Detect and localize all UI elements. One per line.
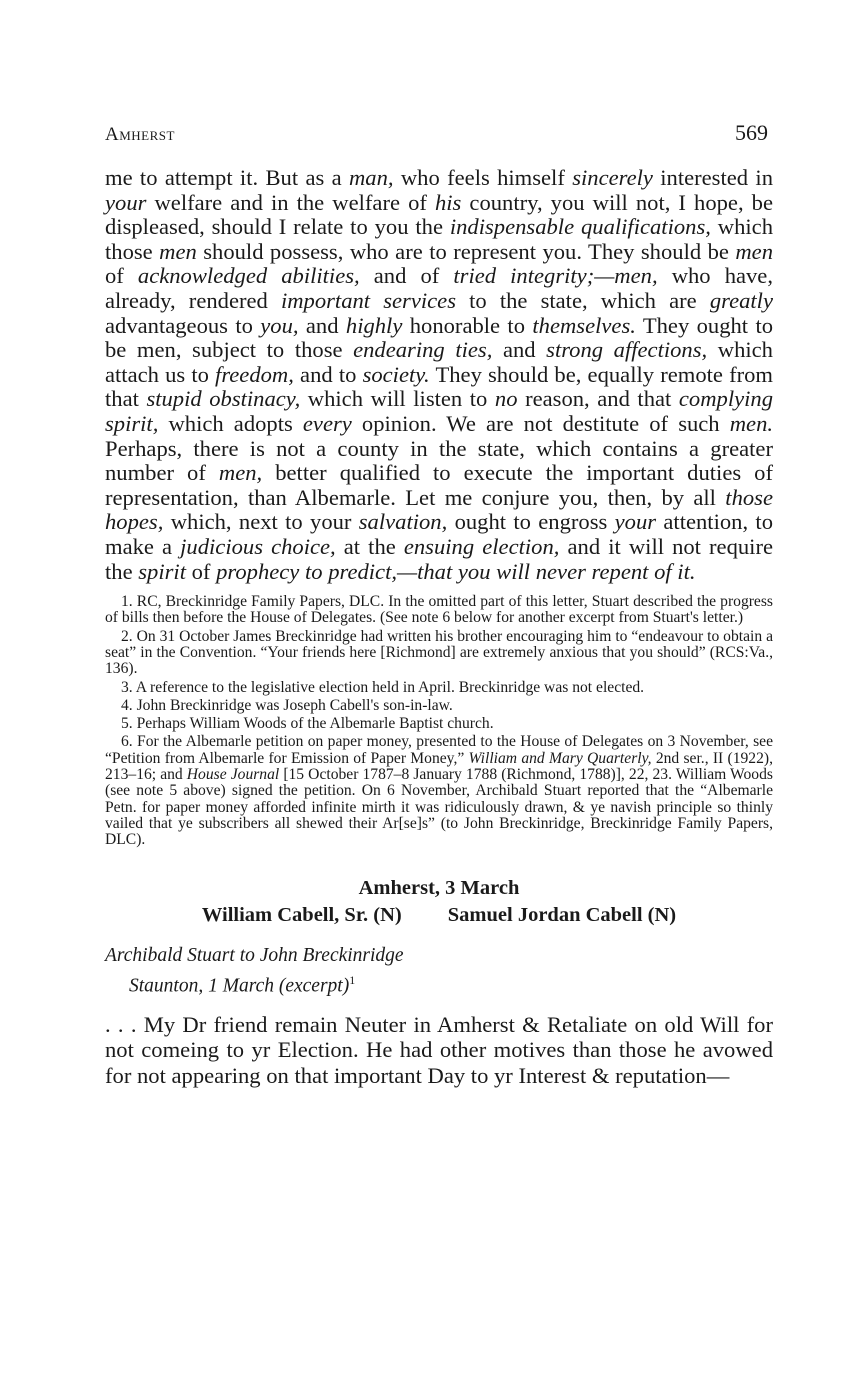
- body-text: interested in: [652, 165, 773, 190]
- body-italic: judicious choice,: [180, 533, 336, 559]
- body-italic: you,: [260, 312, 299, 338]
- letter-from-to: Archibald Stuart to John Breckinridge: [105, 944, 404, 966]
- body-text: opinion. We are not destitute of such: [351, 410, 730, 436]
- body-text: and: [492, 337, 547, 363]
- footnote-text: 3. A reference to the legislative election held in April. Breckinridge was not elected.: [121, 678, 645, 696]
- footnote-italic: William and Mary Quarterly,: [468, 749, 652, 767]
- body-paragraph: [105, 166, 773, 584]
- body-text: They ought to be men, subject to those: [105, 312, 774, 363]
- body-italic: spirit: [138, 558, 186, 584]
- footnote-text: 2. On 31 October James Breckinridge had written his brother encouraging him to “endeavour to obtain a seat” in the Convention. “Your friends here [Richmond] are extremely anxious that you should” (RCS:Va., 136).: [105, 627, 773, 678]
- body-text: should possess, who are to represent you. They should be: [196, 238, 736, 264]
- page-body: [105, 166, 773, 1111]
- footnote: [105, 698, 773, 714]
- body-text: and: [298, 312, 346, 338]
- body-italic: freedom,: [215, 361, 294, 387]
- letter-heading: [105, 943, 773, 999]
- body-italic: themselves.: [532, 312, 636, 338]
- body-text: of: [105, 263, 138, 289]
- body-text: which will listen to: [300, 386, 495, 412]
- footnote-italic: House Journal: [186, 766, 280, 784]
- body-text: better qualified to execute the important duties of representation, than Albemarle. Let me conjure you, then, by all: [105, 460, 773, 510]
- body-text: and of: [359, 263, 454, 289]
- note-reference: 1: [349, 972, 356, 987]
- body-text: and it will not require the: [105, 533, 774, 584]
- body-text: of: [185, 558, 217, 584]
- body-text: country, you will not, I hope, be displeased, should I relate to you the: [105, 189, 773, 240]
- running-head: Amherst: [105, 124, 175, 145]
- footnote-text: 4. John Breckinridge was Joseph Cabell's son-in-law.: [121, 696, 453, 714]
- body-text: Perhaps, there is not a county in the state, which contains a greater number of: [105, 435, 773, 486]
- body-italic: men: [159, 238, 197, 264]
- body-text: attention, to make a: [105, 509, 773, 559]
- body-italic: tried integrity;—men,: [453, 263, 658, 289]
- footnote: [105, 734, 773, 848]
- body-text: who have, already, rendered: [105, 263, 773, 313]
- body-italic: ensuing election,: [403, 533, 560, 559]
- body-text: and to: [293, 361, 363, 387]
- body-text: me to attempt it. But as a: [105, 165, 349, 190]
- page-number: 569: [735, 120, 768, 145]
- body-italic: every: [302, 410, 352, 436]
- footnote-text: 2nd ser., II (1922), 213–16; and: [105, 749, 773, 784]
- body-text: which those: [105, 214, 773, 264]
- delegate-names: [105, 902, 773, 929]
- body-italic: acknowledged abilities,: [137, 263, 360, 289]
- delegate-name: Samuel Jordan Cabell (N): [447, 903, 677, 926]
- body-text: reason, and that: [517, 386, 679, 412]
- letter-place-date: [105, 968, 773, 999]
- body-text: advantageous to: [105, 312, 261, 338]
- body-text: who feels himself: [393, 165, 573, 190]
- page-header: [105, 120, 768, 150]
- section-title: Amherst, 3 March: [358, 876, 520, 899]
- body-italic: stupid obstinacy,: [146, 386, 301, 412]
- body-text: which attach us to: [105, 337, 773, 387]
- footnote: [105, 594, 773, 627]
- footnote-text: 6. For the Albemarle petition on paper money, presented to the House of Delegates on 3 November, see “Petition from Albemarle for Emission of Paper Money,”: [105, 733, 773, 767]
- body-italic: prophecy to predict,—that you will never repent of it.: [216, 558, 696, 584]
- footnote: [105, 716, 773, 732]
- body-text: at the: [335, 533, 404, 559]
- body-italic: highly: [345, 312, 403, 338]
- footnote: [105, 680, 773, 696]
- body-italic: indispensable qualifications,: [449, 214, 711, 240]
- body-text: which, next to your: [163, 509, 359, 535]
- body-italic: sincerely: [572, 165, 653, 190]
- body-text: ought to engross: [447, 509, 615, 535]
- body-italic: your: [105, 189, 147, 215]
- body-italic: your: [614, 509, 657, 535]
- body-italic: salvation,: [358, 509, 448, 535]
- section-heading: [105, 875, 773, 929]
- body-italic: men,: [218, 460, 263, 486]
- body-italic: endearing ties,: [353, 337, 493, 363]
- body-italic: men.: [729, 410, 774, 436]
- footnote-text: 5. Perhaps William Woods of the Albemarle Baptist church.: [121, 715, 494, 733]
- body-text: honorable to: [402, 312, 533, 338]
- body-italic: men: [735, 238, 774, 264]
- footnote-text: 1. RC, Breckinridge Family Papers, DLC. In the omitted part of this letter, Stuart described the progress of bills then before the House of Delegates. (See note 6 below for another excerpt from Stuart's letter.): [105, 593, 773, 627]
- footnote-text: [15 October 1787–8 January 1788 (Richmond, 1788)], 22, 23. William Woods (see note 5 above) signed the petition. On 6 November, Archibald Stuart reported that the “Albemarle Petn. for paper money afforded infinite mirth it was ridiculously drawn, & ye navish principle so thinly vailed that ye subscribers all shewed their Ar[se]s” (to John Breckinridge, Breckinridge Family Papers, DLC).: [105, 766, 773, 849]
- footnote: [105, 629, 773, 678]
- body-text: which adopts: [158, 410, 303, 436]
- body-italic: greatly: [709, 287, 773, 313]
- letter-excerpt: . . . My Dr friend remain Neuter in Amherst & Retaliate on old Will for not comeing to yr Election. He had other motives than those he avowed for not appearing on that important Day to yr Interest & reputation—: [105, 1012, 773, 1088]
- letter-place-date-text: Staunton, 1 March (excerpt): [129, 975, 350, 997]
- body-italic: complying spirit,: [105, 386, 773, 436]
- body-italic: important services: [280, 287, 456, 313]
- body-text: They should be, equally remote from that: [105, 361, 773, 412]
- body-text: to the state, which are: [455, 287, 710, 313]
- body-italic: man,: [348, 165, 394, 190]
- body-italic: no: [494, 386, 518, 412]
- body-italic: society.: [362, 361, 430, 387]
- delegate-name: William Cabell, Sr. (N): [201, 903, 402, 926]
- body-text: welfare and in the welfare of: [146, 189, 435, 215]
- body-italic: those hopes,: [105, 484, 773, 535]
- body-italic: strong affections,: [546, 337, 708, 363]
- footnotes: [105, 594, 773, 848]
- body-italic: his: [434, 189, 462, 215]
